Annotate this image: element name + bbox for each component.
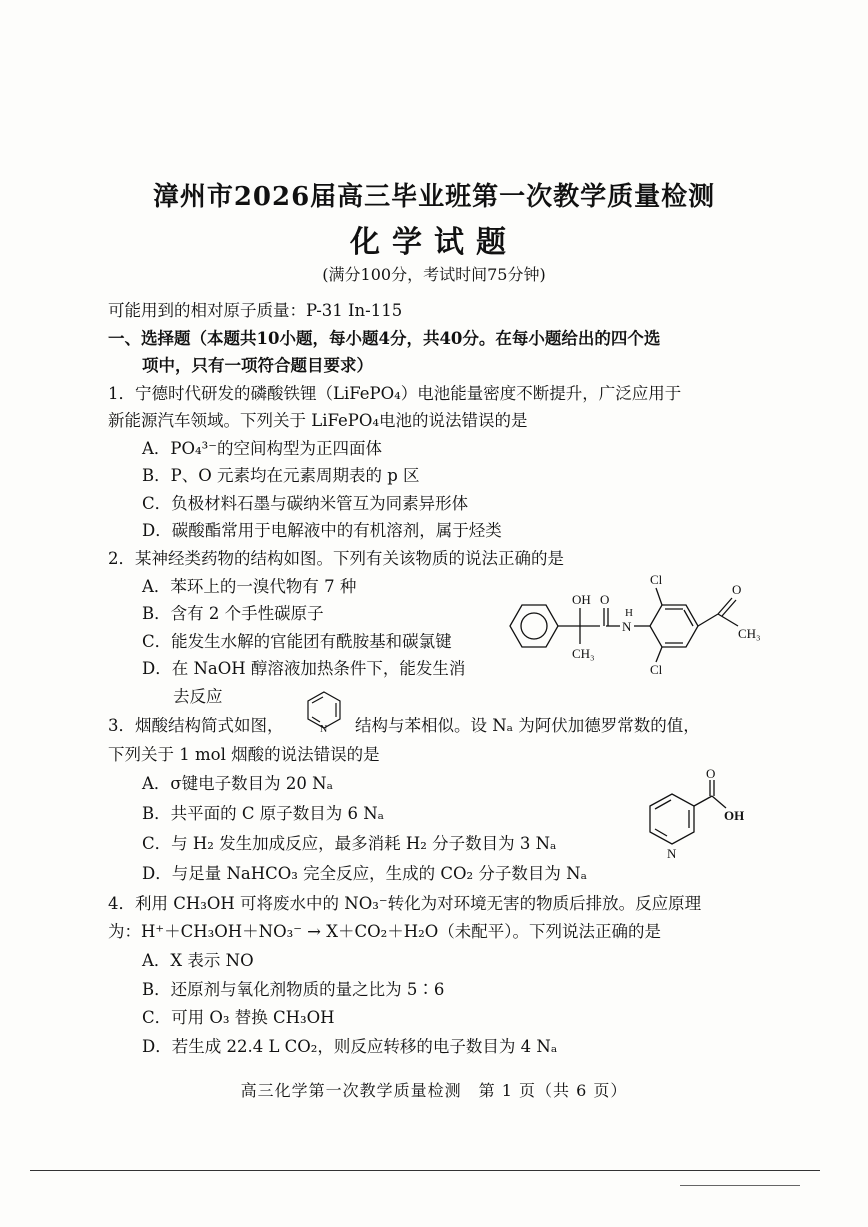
q2-cl-top-label: Cl xyxy=(650,572,663,587)
q3-structure-diagram xyxy=(620,768,750,868)
pyridine-n-label: N xyxy=(320,724,328,734)
q1-option-a: A．PO₄³⁻的空间构型为正四面体 xyxy=(142,439,382,458)
q3-option-a: A．σ键电子数目为 20 Nₐ xyxy=(142,774,333,793)
q1-option-c: C．负极材料石墨与碳纳米管互为同素异形体 xyxy=(142,494,469,513)
bottom-dash xyxy=(680,1185,800,1186)
q2-option-d-line1: D．在 NaOH 醇溶液加热条件下，能发生消 xyxy=(142,659,466,678)
q1-stem-line1: 1．宁德时代研发的磷酸铁锂（LiFePO₄）电池能量密度不断提升，广泛应用于 xyxy=(108,384,682,403)
q4-stem-line2: 为：H⁺＋CH₃OH＋NO₃⁻ → X＋CO₂＋H₂O（未配平）。下列说法正确的是 xyxy=(108,922,662,941)
q4-option-b: B．还原剂与氧化剂物质的量之比为 5∶6 xyxy=(142,980,445,999)
q2-option-c: C．能发生水解的官能团有酰胺基和碳氯键 xyxy=(142,632,452,651)
section-heading-line1: 一、选择题（本题共10小题，每小题4分，共40分。在每小题给出的四个选 xyxy=(108,329,661,348)
q1-option-b: B．P、O 元素均在元素周期表的 p 区 xyxy=(142,466,420,485)
q2-nh-h-label: H xyxy=(625,607,633,619)
q2-option-b: B．含有 2 个手性碳原子 xyxy=(142,604,324,623)
q4-option-c: C．可用 O₃ 替换 CH₃OH xyxy=(142,1008,335,1027)
pyridine-icon xyxy=(300,688,348,734)
q2-acetyl-o-label: O xyxy=(732,582,742,597)
q2-cl-bottom-label: Cl xyxy=(650,662,663,677)
q2-n-label: N xyxy=(622,619,632,634)
q4-stem-line1: 4．利用 CH₃OH 可将废水中的 NO₃⁻转化为对环境无害的物质后排放。反应原理 xyxy=(108,894,702,913)
q1-option-d: D．碳酸酯常用于电解液中的有机溶剂，属于烃类 xyxy=(142,521,502,540)
q3-acid-oh-label: OH xyxy=(724,808,745,823)
q3-stem-line2: 下列关于 1 mol 烟酸的说法错误的是 xyxy=(108,745,380,764)
q3-stem-line1b: 结构与苯相似。设 Nₐ 为阿伏加德罗常数的值， xyxy=(355,716,700,735)
q3-option-d: D．与足量 NaHCO₃ 完全反应，生成的 CO₂ 分子数目为 Nₐ xyxy=(142,864,587,883)
q2-ch3-right-label: CH₃ xyxy=(738,626,761,641)
q2-stem: 2．某神经类药物的结构如图。下列有关该物质的说法正确的是 xyxy=(108,549,564,568)
q3-option-b: B．共平面的 C 原子数目为 6 Nₐ xyxy=(142,804,385,823)
q4-option-a: A．X 表示 NO xyxy=(142,951,254,970)
q4-option-d: D．若生成 22.4 L CO₂，则反应转移的电子数目为 4 Nₐ xyxy=(142,1037,558,1056)
exam-title: 漳州市2026届高三毕业班第一次教学质量检测 xyxy=(152,182,716,212)
q3-acid-n-label: N xyxy=(667,846,677,861)
section-heading-line2: 项中，只有一项符合题目要求） xyxy=(142,356,373,375)
q2-oh-label: OH xyxy=(572,592,591,607)
q2-option-a: A．苯环上的一溴代物有 7 种 xyxy=(142,577,357,596)
q2-ch3-left-label: CH₃ xyxy=(572,646,595,661)
page-footer: 高三化学第一次教学质量检测 第 1 页（共 6 页） xyxy=(240,1081,628,1100)
q3-stem-line1a: 3．烟酸结构简式如图， xyxy=(108,716,284,735)
atomic-masses: 可能用到的相对原子质量：P-31 In-115 xyxy=(108,301,403,320)
q1-stem-line2: 新能源汽车领域。下列关于 LiFePO₄电池的说法错误的是 xyxy=(108,411,528,430)
q2-structure-diagram xyxy=(500,568,780,678)
subject-title: 化学试题 xyxy=(350,225,518,260)
exam-info: (满分100分，考试时间75分钟) xyxy=(322,265,546,284)
q2-o-label: O xyxy=(600,592,610,607)
q3-acid-o-label: O xyxy=(706,768,716,781)
bottom-rule xyxy=(30,1170,820,1171)
q2-option-d-line2: 去反应 xyxy=(173,687,223,706)
q3-option-c: C．与 H₂ 发生加成反应，最多消耗 H₂ 分子数目为 3 Nₐ xyxy=(142,834,557,853)
